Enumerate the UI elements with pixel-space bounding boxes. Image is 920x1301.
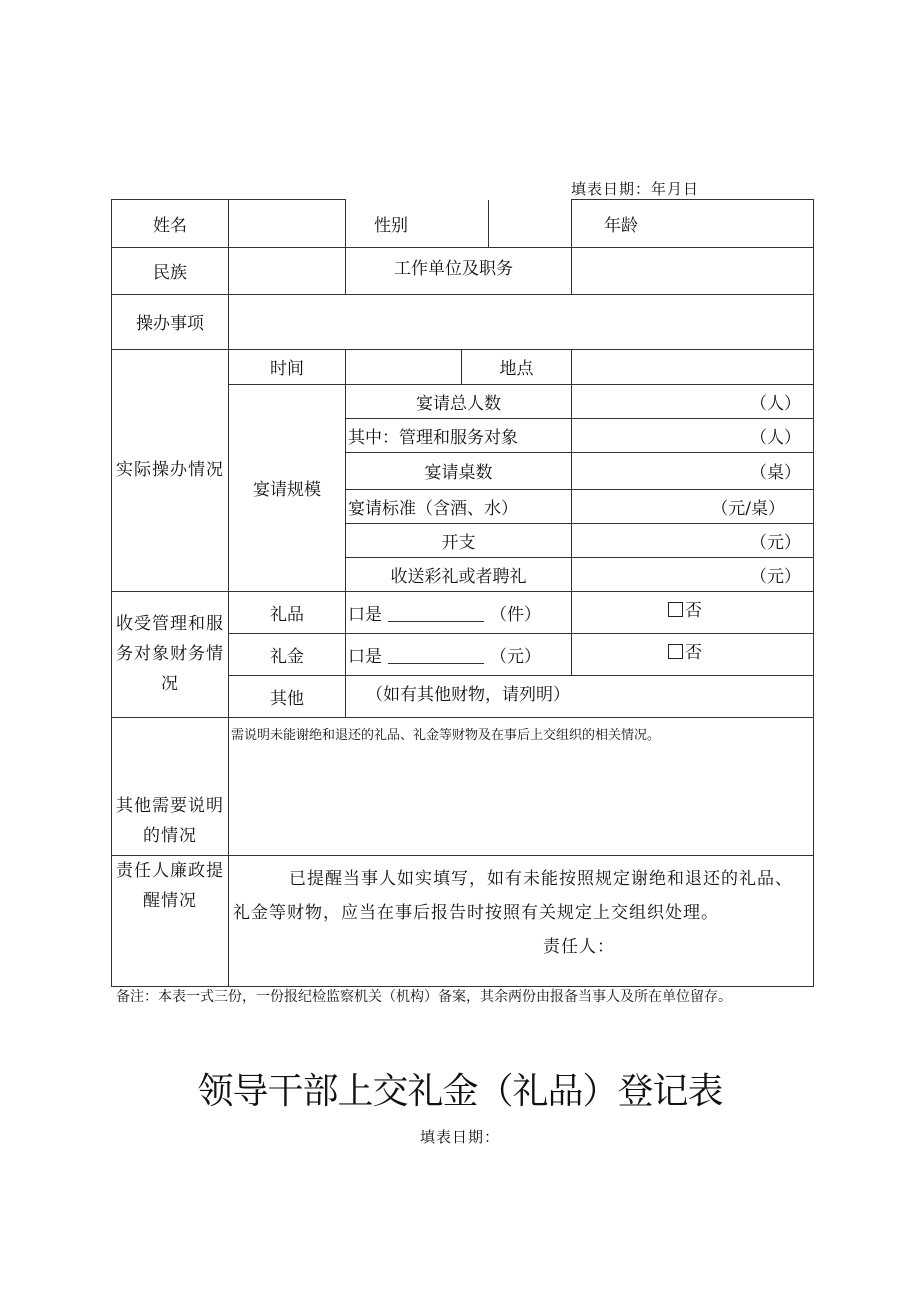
banquet-scale-label: 宴请规模 xyxy=(229,384,346,591)
ethnicity-field[interactable] xyxy=(229,247,346,294)
explain-label: 其他需要说明的情况 xyxy=(112,717,229,855)
remind-cell xyxy=(229,855,814,986)
other-label: 其他 xyxy=(229,675,346,717)
banquet-row-label: 其中：管理和服务对象 xyxy=(346,418,572,452)
gift-no-option[interactable] xyxy=(572,591,814,633)
work-unit-field[interactable] xyxy=(572,247,814,294)
time-label: 时间 xyxy=(229,349,346,384)
gift-yes-text: 口是 xyxy=(348,604,382,625)
registration-form-table xyxy=(111,199,814,987)
work-unit-label: 工作单位及职务 xyxy=(346,247,572,294)
cash-yes-text: 口是 xyxy=(348,646,382,667)
remind-text: 已提醒当事人如实填写，如有未能按照规定谢绝和退还的礼品、礼金等财物，应当在事后报告时按照有关规定上交组织处理。 xyxy=(233,868,793,923)
receive-label: 收受管理和服务对象财务情况 xyxy=(112,591,229,717)
name-label: 姓名 xyxy=(112,200,229,248)
footnote: 备注：本表一式三份，一份报纪检监察机关（机构）备案，其余两份由报备当事人及所在单位留存。 xyxy=(116,989,732,1005)
gift-label: 礼品 xyxy=(229,591,346,633)
responsible-label: 责任人： xyxy=(543,936,615,957)
cash-no-checkbox[interactable] xyxy=(668,644,683,659)
fill-date-bottom: 填表日期： xyxy=(419,1128,500,1146)
age-label: 年龄 xyxy=(572,200,814,248)
banquet-row-unit[interactable]: （人） xyxy=(572,384,814,418)
actual-label: 实际操办情况 xyxy=(112,349,229,591)
time-field[interactable] xyxy=(346,349,462,384)
gift-no-checkbox[interactable] xyxy=(668,602,683,617)
cash-blank[interactable] xyxy=(388,649,484,664)
gender-field[interactable] xyxy=(489,200,572,247)
banquet-row-label: 开支 xyxy=(346,523,572,557)
other-note[interactable]: （如有其他财物，请列明） xyxy=(346,675,814,717)
place-field[interactable] xyxy=(572,349,814,384)
matter-label: 操办事项 xyxy=(112,294,229,349)
name-field[interactable] xyxy=(229,200,346,248)
banquet-row-label: 宴请总人数 xyxy=(346,384,572,418)
cash-yes-option[interactable] xyxy=(346,633,572,675)
banquet-row-unit[interactable]: （桌） xyxy=(572,452,814,489)
banquet-row-unit[interactable]: （人） xyxy=(572,418,814,452)
gender-label: 性别 xyxy=(346,200,489,247)
banquet-row-label: 收送彩礼或者聘礼 xyxy=(346,557,572,591)
banquet-row-unit[interactable]: （元/桌） xyxy=(572,489,814,523)
gift-yes-option[interactable] xyxy=(346,591,572,633)
remind-label: 责任人廉政提醒情况 xyxy=(112,855,229,986)
gift-no-text: 否 xyxy=(685,600,702,621)
matter-field[interactable] xyxy=(229,294,814,349)
cash-no-text: 否 xyxy=(685,642,702,663)
cash-label: 礼金 xyxy=(229,633,346,675)
cash-no-option[interactable] xyxy=(572,633,814,675)
fill-date-top: 填表日期：年月日 xyxy=(571,180,700,198)
explain-note[interactable]: 需说明未能谢绝和退还的礼品、礼金等财物及在事后上交组织的相关情况。 xyxy=(229,717,814,855)
place-label: 地点 xyxy=(462,349,572,384)
ethnicity-label: 民族 xyxy=(112,247,229,294)
banquet-row-label: 宴请标准（含酒、水） xyxy=(346,489,572,523)
banquet-row-unit[interactable]: （元） xyxy=(572,523,814,557)
banquet-row-unit[interactable]: （元） xyxy=(572,557,814,591)
banquet-row-label: 宴请桌数 xyxy=(346,452,572,489)
gift-unit: （件） xyxy=(490,604,541,625)
cash-unit: （元） xyxy=(490,646,541,667)
gift-blank[interactable] xyxy=(388,607,484,622)
second-form-title: 领导干部上交礼金（礼品）登记表 xyxy=(197,1071,723,1112)
